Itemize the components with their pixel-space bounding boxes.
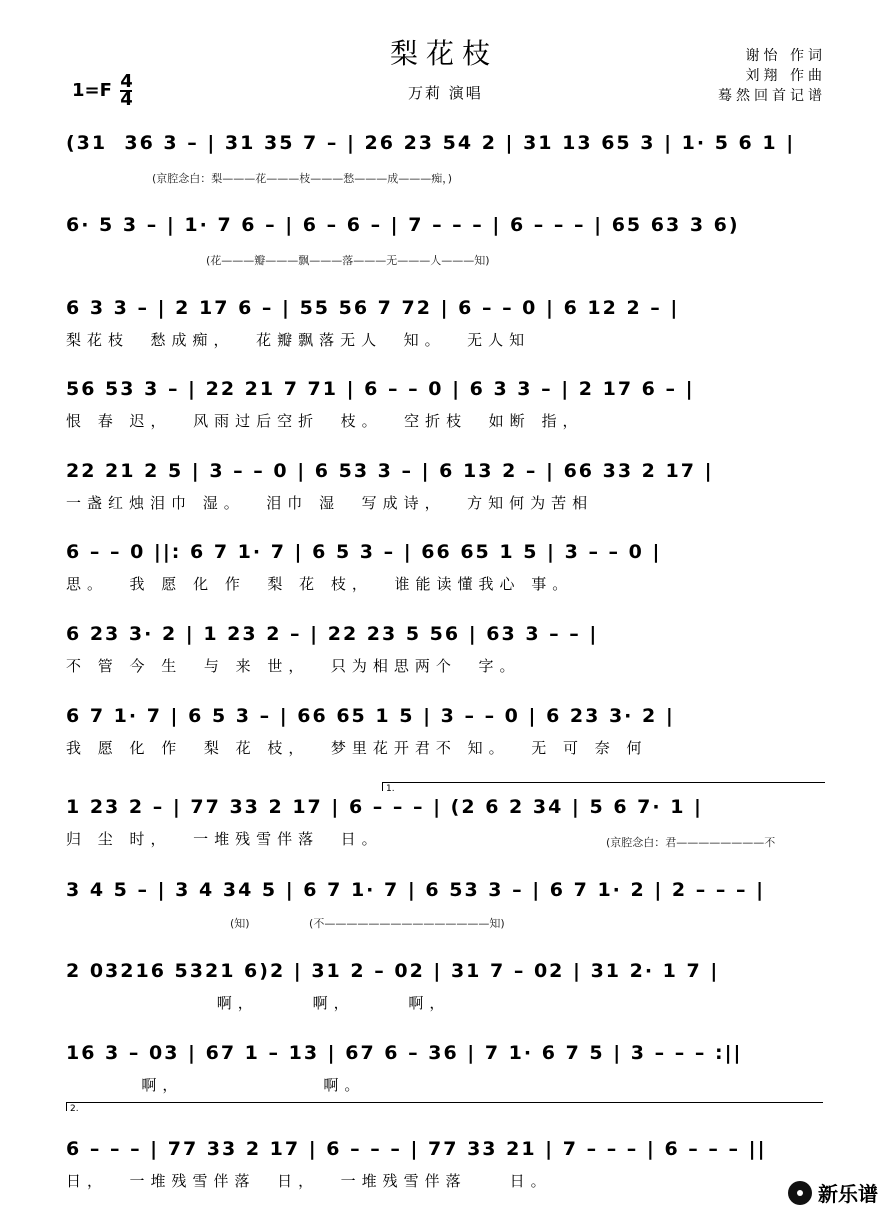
lyrics-line: 啊， 啊。	[66, 1076, 366, 1094]
time-bottom: 4	[120, 89, 133, 110]
vinyl-icon	[788, 1181, 812, 1205]
notes-line: 6 – – – | 77 33 2 17 | 6 – – – | 77 33 21 | 7 – – – | 6 – – – ||	[66, 1138, 767, 1160]
notes-line: 6 23 3· 2 | 1 23 2 – | 22 23 5 56 | 63 3 – – |	[66, 623, 599, 645]
spoken-note: (京腔念白：君————————不	[606, 836, 776, 849]
lyrics-line: 思。 我 愿 化 作 梨 花 枝， 谁能读懂我心 事。	[66, 575, 574, 593]
lyrics-line: 一盏红烛泪巾 湿。 泪巾 湿 写成诗， 方知何为苦相	[66, 494, 594, 512]
lyricist-credit: 谢怡 作词	[745, 48, 826, 64]
time-top: 4	[120, 71, 133, 92]
singer-credit: 万莉 演唱	[408, 84, 483, 102]
spoken-note: (京腔念白：梨———花———枝———愁———成———痴，)	[152, 172, 453, 185]
lyrics-line: 梨花枝 愁成痴， 花瓣飘落无人 知。 无人知	[66, 331, 531, 349]
lyrics-line: 归 尘 时， 一堆残雪伴落 日。	[66, 830, 383, 848]
notes-line: 6 – – 0 ||: 6 7 1· 7 | 6 5 3 – | 66 65 1 5 | 3 – – 0 |	[66, 541, 662, 563]
notes-line: 6· 5 3 – | 1· 7 6 – | 6 – 6 – | 7 – – – | 6 – – – | 65 63 3 6)	[66, 214, 740, 236]
lyrics-line: 不 管 今 生 与 来 世， 只为相思两个 字。	[66, 657, 521, 675]
spoken-note: (知) (不———————————————知)	[230, 917, 505, 930]
notes-line: 16 3 – 03 | 67 1 – 13 | 67 6 – 36 | 7 1· 6 7 5 | 3 – – – :||	[66, 1042, 743, 1064]
site-logo	[788, 1178, 878, 1207]
score-row-8	[66, 705, 826, 757]
score-row-7	[66, 623, 826, 675]
notes-line: (31 36 3 – | 31 35 7 – | 26 23 54 2 | 31 13 65 3 | 1· 5 6 1 |	[66, 132, 796, 154]
volta-label: 1.	[386, 784, 395, 794]
lyrics-line: 日， 一堆残雪伴落 日， 一堆残雪伴落 日。	[66, 1172, 552, 1190]
lyrics-line: 啊， 啊， 啊，	[66, 994, 451, 1012]
notes-line: 2 03216 5321 6)2 | 31 2 – 02 | 31 7 – 02 | 31 2· 1 7 |	[66, 960, 720, 982]
notes-line: 56 53 3 – | 22 21 7 71 | 6 – – 0 | 6 3 3 – | 2 17 6 – |	[66, 378, 695, 400]
lyrics-line: 我 愿 化 作 梨 花 枝， 梦里花开君不 知。 无 可 奈 何	[66, 739, 648, 757]
notes-line: 1 23 2 – | 77 33 2 17 | 6 – – – | (2 6 2 34 | 5 6 7· 1 |	[66, 796, 703, 818]
score-row-2	[66, 214, 826, 267]
score-row-10	[66, 879, 826, 930]
volta-bracket-1	[382, 782, 825, 794]
notes-line: 3 4 5 – | 3 4 34 5 | 6 7 1· 7 | 6 53 3 – | 6 7 1· 2 | 2 – – – |	[66, 879, 766, 901]
key-signature	[72, 71, 133, 110]
score-row-4	[66, 378, 826, 430]
score-row-3	[66, 297, 826, 349]
score-row-5	[66, 460, 826, 512]
logo-text: 新乐谱	[818, 1182, 878, 1206]
composer-credit: 刘翔 作曲	[745, 68, 826, 84]
notes-line: 6 7 1· 7 | 6 5 3 – | 66 65 1 5 | 3 – – 0 | 6 23 3· 2 |	[66, 705, 675, 727]
time-signature	[120, 71, 133, 110]
score-row-9	[66, 784, 826, 849]
notes-line: 22 21 2 5 | 3 – – 0 | 6 53 3 – | 6 13 2 – | 66 33 2 17 |	[66, 460, 714, 482]
score-row-1	[66, 132, 826, 185]
volta-bracket-2	[66, 1102, 823, 1114]
transcriber-credit: 蓦然回首记谱	[718, 88, 826, 104]
score-row-6	[66, 541, 826, 593]
song-title: 梨花枝	[389, 37, 498, 70]
score-row-11	[66, 960, 826, 1012]
spoken-note: (花———瓣———飘———落———无———人———知)	[206, 254, 490, 267]
volta-label: 2.	[70, 1104, 79, 1114]
key-label: 1=F	[72, 80, 112, 101]
notes-line: 6 3 3 – | 2 17 6 – | 55 56 7 72 | 6 – – 0 | 6 12 2 – |	[66, 297, 680, 319]
score-row-12	[66, 1042, 826, 1094]
credits	[718, 46, 826, 106]
lyrics-line: 恨 春 迟， 风雨过后空折 枝。 空折枝 如断 指，	[66, 412, 584, 430]
score-row-13	[66, 1104, 826, 1190]
